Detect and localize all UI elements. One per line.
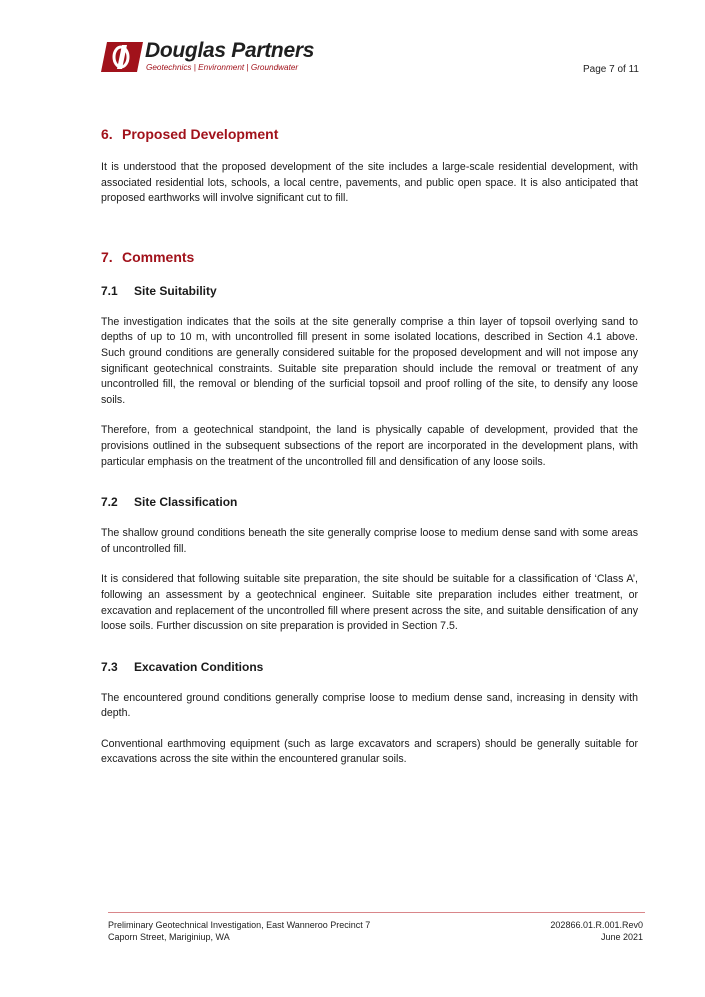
paragraph: Conventional earthmoving equipment (such as large excavators and scrapers) should be generally suitable for excavations across the site within the encountered granular soils. <box>101 737 638 766</box>
brand-tagline: Geotechnics | Environment | Groundwater <box>146 63 299 72</box>
subsection-title: Site Suitability <box>134 283 217 298</box>
paragraph: The investigation indicates that the soils at the site generally comprise a thin layer of topsoil overlying sand to depths of up to 10 m, with uncontrolled fill present in some isolated locations, described in Section 4.1 above. Such ground conditions are generally considered suitable for the proposed development and will not impose any significant geotechnical constraints. Suitable site preparation should include the removal or treatment of any uncontrolled fill, the removal or blending of the surficial topsoil and proof rolling of the site, to densify any loose soils. <box>101 315 638 406</box>
subsection-title: Excavation Conditions <box>134 659 264 674</box>
footer-project-location: Caporn Street, Mariginiup, WA <box>108 932 230 942</box>
subsection-title: Site Classification <box>134 495 238 510</box>
brand-name: Douglas Partners <box>145 39 315 62</box>
dp-logo-icon <box>101 42 143 72</box>
subsection-heading-7-1 <box>101 283 638 299</box>
paragraph: It is considered that following suitable site preparation, the site should be suitable for a classification of ‘Class A’, following an assessment by a geotechnical engineer. Suitable site preparation includes either treatment, or excavation and replacement of the uncontrolled fill where present across the site, and suitable densification of any loose soils. Further discussion on site preparation is provided in Section 7.5. <box>101 573 638 633</box>
footer-project-info <box>108 919 370 943</box>
document-body <box>101 125 638 783</box>
paragraph: The shallow ground conditions beneath the site generally comprise loose to medium dense sand with some areas of uncontrolled fill. <box>101 527 638 555</box>
subsection-number: 7.3 <box>101 659 118 674</box>
subsection-heading-7-2 <box>101 494 638 510</box>
paragraph: Therefore, from a geotechnical standpoint, the land is physically capable of development, provided that the provisions outlined in the subsequent subsections of the report are incorporated in the development plans, with particular emphasis on the treatment of the uncontrolled fill and densification of any loose soils. <box>101 424 638 468</box>
page-number: Page 7 of 11 <box>583 64 639 75</box>
footer-project-title: Preliminary Geotechnical Investigation, East Wanneroo Precinct 7 <box>108 920 371 930</box>
footer-divider <box>108 912 645 913</box>
paragraph: It is understood that the proposed development of the site includes a large-scale residential development, with associated residential lots, schools, a local centre, pavements, and public open space. It is also anticipated that proposed earthworks will involve significant cut to fill. <box>101 161 638 205</box>
footer-report-info <box>550 919 643 943</box>
subsection-number: 7.2 <box>101 495 118 510</box>
section-title: Comments <box>122 248 195 265</box>
section-heading-7 <box>101 248 638 266</box>
paragraph: The encountered ground conditions generally comprise loose to medium dense sand, increasing in density with depth. <box>101 691 638 720</box>
company-logo <box>101 39 326 74</box>
subsection-number: 7.1 <box>101 283 118 298</box>
section-title: Proposed Development <box>122 126 279 142</box>
section-number: 6. <box>101 126 113 142</box>
subsection-heading-7-3 <box>101 659 638 675</box>
section-number: 7. <box>101 248 113 265</box>
footer-report-number: 202866.01.R.001.Rev0 <box>550 920 643 930</box>
footer-report-date: June 2021 <box>600 932 643 942</box>
section-heading-6 <box>101 125 638 143</box>
